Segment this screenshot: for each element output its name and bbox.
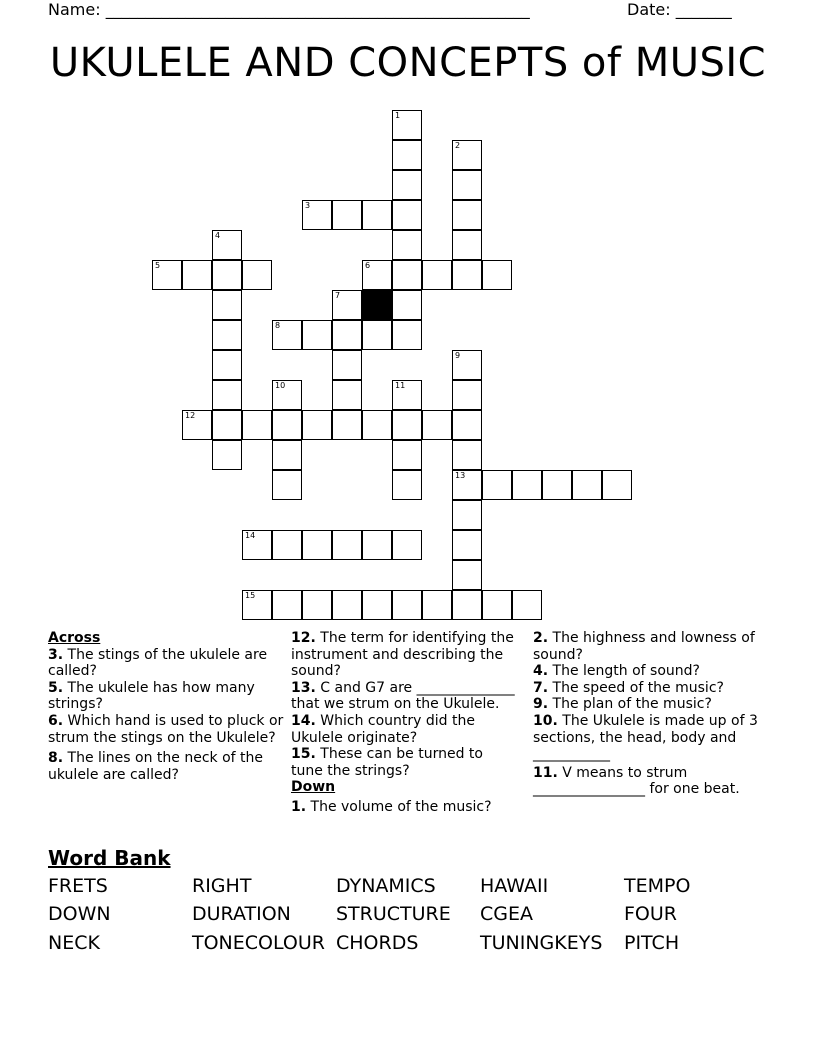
word-bank-item: PITCH xyxy=(624,932,680,954)
clue-number: 12 xyxy=(185,411,196,420)
crossword-cell[interactable] xyxy=(392,410,422,440)
crossword-cell[interactable] xyxy=(452,440,482,470)
crossword-cell[interactable] xyxy=(392,140,422,170)
crossword-cell[interactable] xyxy=(482,260,512,290)
word-bank-title: Word Bank xyxy=(48,846,171,870)
word-bank-item: FOUR xyxy=(624,903,677,925)
crossword-cell[interactable] xyxy=(272,320,302,350)
crossword-cell[interactable] xyxy=(422,260,452,290)
clue-across-15: 15. These can be turned to tune the strings? xyxy=(291,746,483,779)
crossword-cell[interactable] xyxy=(302,200,332,230)
clue-number: 4 xyxy=(215,231,221,240)
crossword-cell[interactable] xyxy=(272,470,302,500)
clue-down-1: 1. The volume of the music? xyxy=(291,798,492,815)
crossword-cell[interactable] xyxy=(362,260,392,290)
crossword-cell[interactable] xyxy=(452,530,482,560)
down-heading: Down xyxy=(291,779,336,796)
crossword-cell[interactable] xyxy=(242,530,272,560)
crossword-cell[interactable] xyxy=(392,110,422,140)
clue-number: 10 xyxy=(275,381,286,390)
crossword-cell[interactable] xyxy=(212,380,242,410)
crossword-cell[interactable] xyxy=(182,410,212,440)
crossword-cell[interactable] xyxy=(212,410,242,440)
crossword-black-cell xyxy=(362,290,392,320)
crossword-cell[interactable] xyxy=(302,590,332,620)
crossword-cell[interactable] xyxy=(452,350,482,380)
clue-down-2: 2. The highness and lowness of sound? xyxy=(533,630,755,663)
clue-across-6: 6. Which hand is used to pluck or strum the stings on the Ukulele? xyxy=(48,712,284,746)
clue-number: 15 xyxy=(245,591,256,600)
crossword-cell[interactable] xyxy=(392,290,422,320)
crossword-cell[interactable] xyxy=(392,230,422,260)
clue-down-4: 4. The length of sound? xyxy=(533,663,700,680)
name-label: Name: xyxy=(48,0,101,19)
crossword-cell[interactable] xyxy=(452,230,482,260)
clue-across-13: 13. C and G7 are ______________ that we strum on the Ukulele. xyxy=(291,679,515,713)
crossword-cell[interactable] xyxy=(392,380,422,410)
crossword-cell[interactable] xyxy=(152,260,182,290)
crossword-cell[interactable] xyxy=(392,320,422,350)
crossword-cell[interactable] xyxy=(242,410,272,440)
word-bank-item: CGEA xyxy=(480,903,533,925)
crossword-cell[interactable] xyxy=(452,380,482,410)
crossword-cell[interactable] xyxy=(332,590,362,620)
crossword-cell[interactable] xyxy=(332,410,362,440)
crossword-cell[interactable] xyxy=(422,410,452,440)
crossword-cell[interactable] xyxy=(452,140,482,170)
word-bank-item: TONECOLOUR xyxy=(192,932,325,954)
clue-across-12: 12. The term for identifying the instrument and describing the sound? xyxy=(291,630,514,680)
page-title: UKULELE AND CONCEPTS of MUSIC xyxy=(49,40,767,86)
crossword-cell[interactable] xyxy=(272,530,302,560)
word-bank-item: DURATION xyxy=(192,903,291,925)
crossword-cell[interactable] xyxy=(332,320,362,350)
crossword-cell[interactable] xyxy=(332,200,362,230)
crossword-cell[interactable] xyxy=(512,470,542,500)
word-bank-item: NECK xyxy=(48,932,100,954)
word-bank-item: DOWN xyxy=(48,903,111,925)
crossword-cell[interactable] xyxy=(452,590,482,620)
crossword-cell[interactable] xyxy=(452,410,482,440)
crossword-cell[interactable] xyxy=(452,170,482,200)
crossword-cell[interactable] xyxy=(182,260,212,290)
crossword-cell[interactable] xyxy=(392,200,422,230)
clue-number: 2 xyxy=(455,141,461,150)
crossword-cell[interactable] xyxy=(422,590,452,620)
crossword-cell[interactable] xyxy=(302,410,332,440)
crossword-cell[interactable] xyxy=(452,470,482,500)
date-label: Date: xyxy=(627,0,671,19)
clue-across-3: 3. The stings of the ukulele are called? xyxy=(48,646,268,680)
across-heading: Across xyxy=(48,630,101,646)
crossword-cell[interactable] xyxy=(212,260,242,290)
clue-number: 7 xyxy=(335,291,341,300)
crossword-cell[interactable] xyxy=(362,590,392,620)
crossword-cell[interactable] xyxy=(212,230,242,260)
word-bank-item: RIGHT xyxy=(192,875,252,897)
crossword-cell[interactable] xyxy=(332,530,362,560)
crossword-cell[interactable] xyxy=(362,410,392,440)
crossword-cell[interactable] xyxy=(392,530,422,560)
crossword-cell[interactable] xyxy=(212,440,242,470)
name-line: _____________________________________________________ xyxy=(105,0,530,19)
crossword-cell[interactable] xyxy=(302,530,332,560)
word-bank-item: CHORDS xyxy=(336,932,419,954)
clue-down-11: 11. V means to strum ________________ for one beat. xyxy=(533,764,740,798)
date-line: _______ xyxy=(675,0,732,19)
clue-number: 6 xyxy=(365,261,371,270)
crossword-cell[interactable] xyxy=(242,590,272,620)
clue-across-5: 5. The ukulele has how many strings? xyxy=(48,679,255,713)
crossword-cell[interactable] xyxy=(392,470,422,500)
clue-number: 3 xyxy=(305,201,311,210)
crossword-cell[interactable] xyxy=(272,590,302,620)
crossword-cell[interactable] xyxy=(302,320,332,350)
word-bank-item: TEMPO xyxy=(624,875,691,897)
clue-across-14: 14. Which country did the Ukulele originate? xyxy=(291,712,475,746)
crossword-cell[interactable] xyxy=(482,590,512,620)
crossword-cell[interactable] xyxy=(452,260,482,290)
crossword-cell[interactable] xyxy=(392,260,422,290)
crossword-cell[interactable] xyxy=(362,530,392,560)
clues-column-2 xyxy=(291,630,517,816)
crossword-cell[interactable] xyxy=(392,590,422,620)
word-bank-item: FRETS xyxy=(48,875,108,897)
crossword-cell[interactable] xyxy=(332,380,362,410)
clue-down-10: 10. The Ukulele is made up of 3 sections, the head, body and ___________ xyxy=(533,712,758,763)
clue-across-8: 8. The lines on the neck of the ukulele are called? xyxy=(48,750,263,783)
crossword-cell[interactable] xyxy=(602,470,632,500)
crossword-cell[interactable] xyxy=(332,350,362,380)
crossword-cell[interactable] xyxy=(362,320,392,350)
crossword-cell[interactable] xyxy=(392,170,422,200)
crossword-cell[interactable] xyxy=(272,410,302,440)
crossword-cell[interactable] xyxy=(542,470,572,500)
crossword-cell[interactable] xyxy=(272,380,302,410)
clue-number: 5 xyxy=(155,261,161,270)
clues-column-3 xyxy=(533,630,765,798)
crossword-cell[interactable] xyxy=(332,290,362,320)
word-bank-item: HAWAII xyxy=(480,875,549,897)
crossword-cell[interactable] xyxy=(362,200,392,230)
crossword-cell[interactable] xyxy=(452,500,482,530)
clue-number: 9 xyxy=(455,351,461,360)
clue-number: 8 xyxy=(275,321,281,330)
crossword-cell[interactable] xyxy=(452,200,482,230)
crossword-cell[interactable] xyxy=(212,320,242,350)
clue-down-9: 9. The plan of the music? xyxy=(533,696,712,713)
clue-number: 13 xyxy=(455,471,466,480)
crossword-cell[interactable] xyxy=(242,260,272,290)
word-bank-item: TUNINGKEYS xyxy=(480,932,603,954)
clue-number: 11 xyxy=(395,381,406,390)
crossword-cell[interactable] xyxy=(512,590,542,620)
clue-number: 1 xyxy=(395,111,401,120)
crossword-cell[interactable] xyxy=(212,290,242,320)
crossword-cell[interactable] xyxy=(272,440,302,470)
crossword-cell[interactable] xyxy=(452,560,482,590)
crossword-cell[interactable] xyxy=(392,440,422,470)
clue-number: 14 xyxy=(245,531,256,540)
word-bank-item: STRUCTURE xyxy=(336,903,451,925)
clues-column-1 xyxy=(48,630,284,783)
crossword-cell[interactable] xyxy=(482,470,512,500)
clue-down-7: 7. The speed of the music? xyxy=(533,679,724,696)
word-bank-item: DYNAMICS xyxy=(336,875,436,897)
crossword-cell[interactable] xyxy=(212,350,242,380)
crossword-cell[interactable] xyxy=(572,470,602,500)
